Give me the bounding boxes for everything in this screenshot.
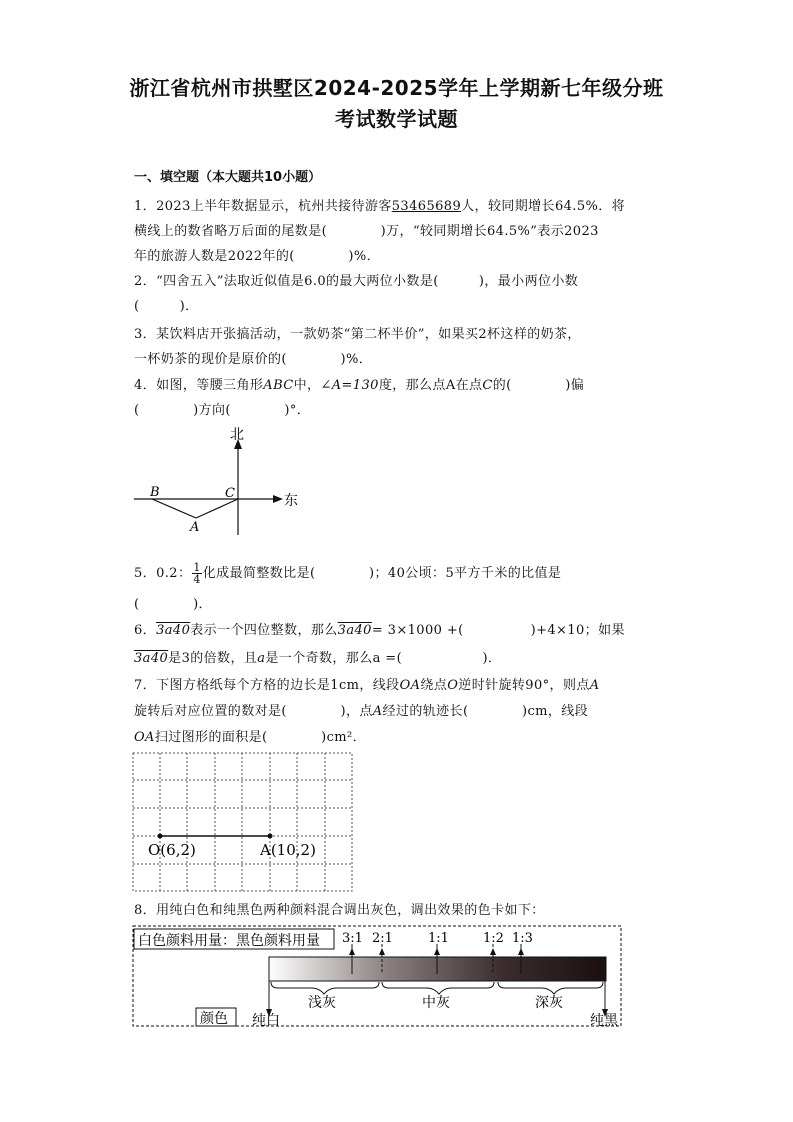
q6-number-b: 3a40 bbox=[337, 623, 372, 638]
q8-color-card bbox=[132, 924, 626, 1030]
section-heading: 一、填空题（本大题共10小题） bbox=[134, 170, 322, 185]
brace-dark bbox=[498, 982, 603, 994]
q4-text-d: 的( )偏 bbox=[492, 378, 585, 393]
ratio-1-2: 1:2 bbox=[483, 931, 504, 946]
q5-fraction-den: 4 bbox=[193, 573, 201, 586]
page-title-line2: 考试数学试题 bbox=[335, 107, 458, 131]
page-title-line1: 浙江省杭州市拱墅区2024-2025学年上学期新七年级分班 bbox=[129, 76, 664, 100]
q6-number-c: 3a40 bbox=[134, 651, 169, 666]
segment-ac bbox=[196, 499, 238, 518]
q7-text-c: 逆时针旋转90°，则点 bbox=[458, 678, 590, 693]
q6-text-d: 是3的倍数，且 bbox=[168, 651, 258, 666]
q4-point-c: C bbox=[482, 378, 493, 393]
ratio-3-1: 3:1 bbox=[342, 931, 363, 946]
east-label: 东 bbox=[284, 493, 298, 509]
point-a-label: A(10,2) bbox=[260, 841, 316, 859]
ratio-2-1: 2:1 bbox=[372, 931, 393, 946]
q7-segment-oa-2: OA bbox=[134, 730, 155, 745]
q1-line2: 横线上的数省略万后面的尾数是( )万，“较同期增长64.5%”表示2023 bbox=[134, 224, 599, 239]
pure-black-label: 纯黑 bbox=[590, 1013, 618, 1029]
pure-white-label: 纯白 bbox=[252, 1013, 280, 1029]
q4-direction-figure bbox=[130, 425, 310, 545]
q3-line2: 一杯奶茶的现价是原价的( )%． bbox=[134, 352, 373, 367]
q4-line1 bbox=[134, 377, 584, 395]
q7-grid-figure bbox=[132, 752, 356, 894]
q5-fraction-num: 1 bbox=[193, 561, 201, 574]
q5-text-b: 化成最简整数比是( )；40公顷：5平方千米的比值是 bbox=[202, 566, 562, 581]
q7-text-a: 7．下图方格纸每个方格的边长是1cm，线段 bbox=[134, 678, 400, 693]
q7-point-a-2: A bbox=[372, 704, 383, 719]
point-o bbox=[158, 834, 163, 839]
q7-line3 bbox=[134, 729, 366, 747]
q1-line3: 年的旅游人数是2022年的( )%． bbox=[134, 249, 380, 264]
grid-lines bbox=[133, 753, 352, 891]
q6-text-b: 表示一个四位整数，那么 bbox=[190, 623, 338, 638]
card-header: 白色颜料用量：黑色颜料用量 bbox=[138, 933, 320, 949]
q7-text-f: 扫过图形的面积是( )cm²． bbox=[154, 730, 367, 745]
q1-line1 bbox=[134, 198, 625, 216]
q1-text-b: 人，较同期增长64.5%．将 bbox=[461, 199, 626, 214]
q6-text-c: = 3×1000 +( )+4×10；如果 bbox=[371, 623, 625, 638]
q5-text-a: 5．0.2： bbox=[134, 566, 192, 581]
color-label: 颜色 bbox=[200, 1011, 228, 1027]
q7-text-b: 绕点 bbox=[420, 678, 448, 693]
brace-medium bbox=[382, 982, 494, 994]
q7-segment-oa: OA bbox=[399, 678, 421, 693]
q5-line1 bbox=[134, 562, 561, 585]
q1-text-a: 1．2023上半年数据显示，杭州共接待游客 bbox=[134, 199, 392, 214]
q4-text-b: 中， bbox=[293, 378, 321, 393]
q6-text-a: 6． bbox=[134, 623, 157, 638]
q6-number-a: 3a40 bbox=[156, 623, 191, 638]
group-light: 浅灰 bbox=[308, 995, 336, 1011]
q4-text-a: 4．如图，等腰三角形 bbox=[134, 378, 264, 393]
point-o-label: O(6,2) bbox=[148, 841, 196, 859]
q5-line2: ( )． bbox=[134, 597, 212, 612]
q1-visitor-number: 53465689 bbox=[391, 199, 462, 214]
point-a bbox=[268, 834, 273, 839]
east-arrowhead bbox=[273, 495, 283, 503]
q7-text-d: 旋转后对应位置的数对是( )，点 bbox=[134, 704, 373, 719]
q2-line2: ( )． bbox=[134, 299, 199, 314]
q2-line1: 2．“四舍五入”法取近似值是6.0的最大两位小数是( )，最小两位小数 bbox=[134, 274, 579, 289]
q7-line1 bbox=[134, 677, 600, 695]
q6-line2 bbox=[134, 650, 501, 668]
q4-triangle-name: ABC bbox=[263, 378, 294, 393]
point-a-label: A bbox=[190, 520, 200, 535]
q4-angle: ∠A=130 bbox=[320, 378, 379, 393]
q8-line1: 8．用纯白色和纯黑色两种颜料混合调出灰色，调出效果的色卡如下： bbox=[134, 903, 545, 918]
q3-line1: 3．某饮料店开张搞活动，一款奶茶“第二杯半价”，如果买2杯这样的奶茶， bbox=[134, 327, 581, 342]
brace-light bbox=[271, 982, 379, 994]
point-b-label: B bbox=[150, 485, 160, 500]
ratio-1-3: 1:3 bbox=[512, 931, 533, 946]
q5-fraction bbox=[192, 562, 201, 585]
q7-text-e: 经过的轨迹长( )cm，线段 bbox=[382, 704, 589, 719]
q6-var-a: a bbox=[257, 651, 266, 666]
q4-line2: ( )方向( )°． bbox=[134, 403, 311, 418]
q7-point-o: O bbox=[447, 678, 459, 693]
group-medium: 中灰 bbox=[422, 995, 450, 1011]
q6-line1 bbox=[134, 622, 625, 640]
q6-text-f: a =( )． bbox=[372, 651, 502, 666]
ratio-1-1: 1:1 bbox=[428, 931, 449, 946]
north-label: 北 bbox=[230, 427, 244, 443]
point-c-label: C bbox=[225, 486, 235, 501]
q4-text-c: 度，那么点A在点 bbox=[378, 378, 483, 393]
segment-ba bbox=[152, 499, 196, 518]
q7-point-a: A bbox=[589, 678, 600, 693]
q7-line2 bbox=[134, 703, 588, 721]
q6-text-e: 是一个奇数，那么 bbox=[265, 651, 373, 666]
group-dark: 深灰 bbox=[535, 995, 563, 1011]
